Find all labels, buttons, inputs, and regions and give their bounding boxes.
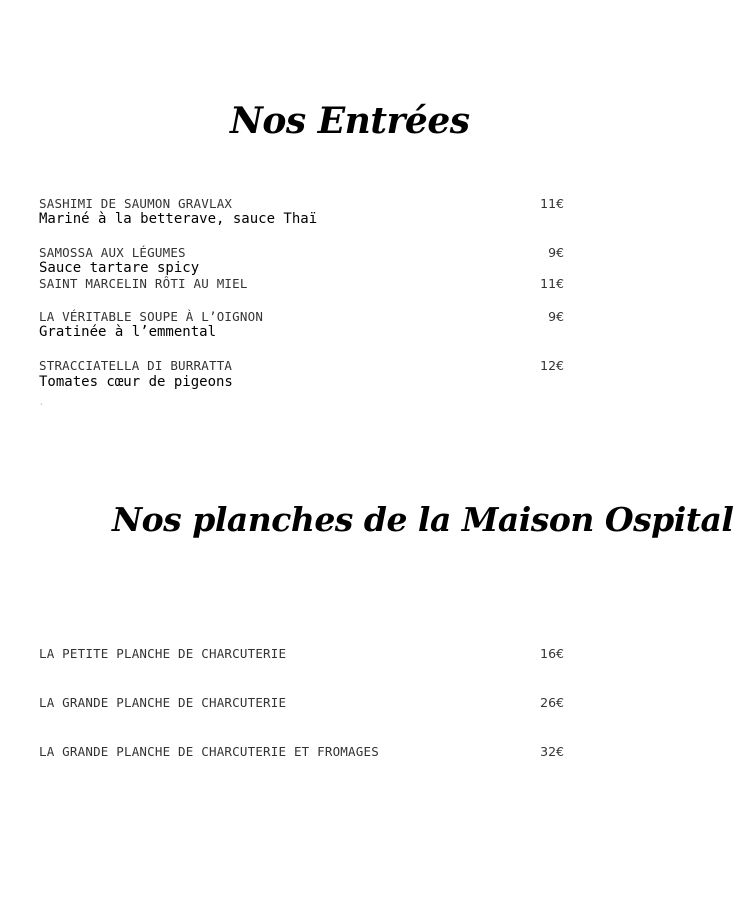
menu-item-description: Sauce tartare spicy xyxy=(39,260,200,276)
menu-item-name: LA PETITE PLANCHE DE CHARCUTERIE xyxy=(39,646,287,661)
menu-item-description: Gratinée à l’emmental xyxy=(39,324,217,340)
menu-item-row xyxy=(39,744,564,760)
menu-item-price: 9€ xyxy=(548,245,564,260)
menu-item-row xyxy=(39,358,564,374)
menu-item-row xyxy=(39,646,564,662)
menu-item-name: SAINT MARCELIN RÔTI AU MIEL xyxy=(39,276,248,291)
menu-item-name: LA GRANDE PLANCHE DE CHARCUTERIE xyxy=(39,695,287,710)
menu-item-price: 16€ xyxy=(540,646,564,661)
menu-item-name: SASHIMI DE SAUMON GRAVLAX xyxy=(39,196,233,211)
menu-item-description: Mariné à la betterave, sauce Thaï xyxy=(39,211,318,227)
menu-item-row xyxy=(39,309,564,325)
menu-item-row xyxy=(39,695,564,711)
menu-item-price: 26€ xyxy=(540,695,564,710)
menu-item-price: 9€ xyxy=(548,309,564,324)
menu-item-name: SAMOSSA AUX LÉGUMES xyxy=(39,245,186,260)
menu-item-description: Tomates cœur de pigeons xyxy=(39,374,233,390)
menu-item-row xyxy=(39,245,564,261)
menu-item-price: 11€ xyxy=(540,276,564,291)
menu-item-price: 11€ xyxy=(540,196,564,211)
menu-item-name: LA GRANDE PLANCHE DE CHARCUTERIE ET FROMAGES xyxy=(39,744,379,759)
menu-item-price: 32€ xyxy=(540,744,564,759)
planches-section-title: Nos planches de la Maison Ospital xyxy=(112,500,733,539)
menu-item-name: STRACCIATELLA DI BURRATTA xyxy=(39,358,233,373)
menu-item-name: LA VÉRITABLE SOUPE À L’OIGNON xyxy=(39,309,264,324)
menu-item-price: 12€ xyxy=(540,358,564,373)
entrees-section-title: Nos Entrées xyxy=(230,100,470,142)
stray-mark: ´ xyxy=(39,403,43,412)
menu-item-row xyxy=(39,276,564,292)
menu-item-row xyxy=(39,196,564,212)
